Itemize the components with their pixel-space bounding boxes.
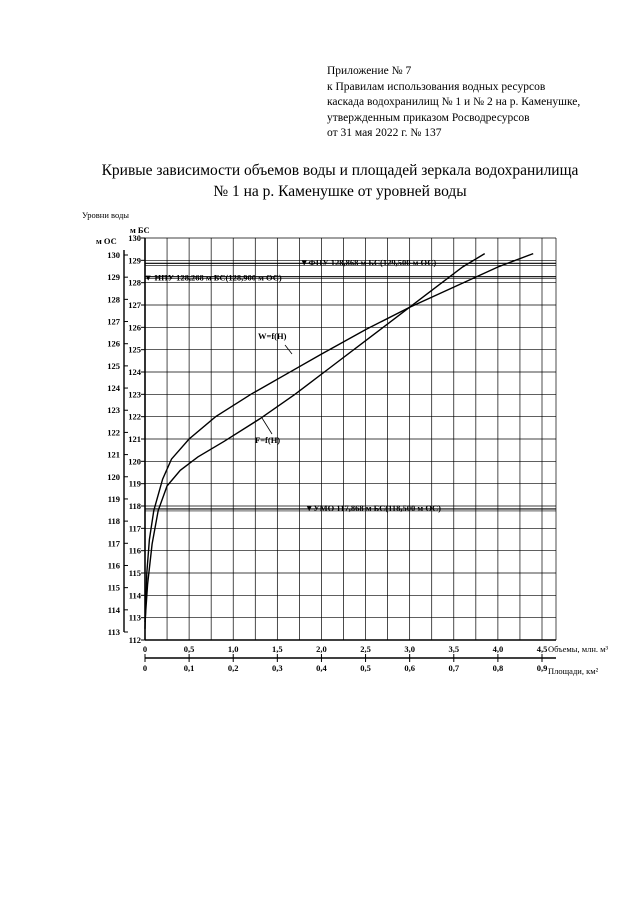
y-tick-label-os: 116: [107, 560, 120, 571]
x-tick-label-volume: 3,5: [448, 644, 460, 654]
y-tick-label-bs: 123: [128, 389, 141, 400]
x-tick-label-area: 0,1: [183, 663, 195, 673]
appendix-line: утвержденным приказом Росводресурсов: [327, 111, 530, 124]
x-tick-label-volume: 4,5: [536, 644, 548, 654]
x-tick-label-area: 0,8: [492, 663, 504, 673]
y-tick-label-bs: 113: [128, 612, 141, 623]
y-axis-label: Уровни воды: [82, 210, 130, 220]
series-line: [145, 254, 485, 622]
x-tick-label-area: 0,7: [448, 663, 460, 673]
x-tick-label-area: 0,5: [360, 663, 371, 673]
y-tick-label-bs: 114: [128, 590, 141, 601]
chart-title-line: Кривые зависимости объемов воды и площадей зеркала водохранилища: [101, 162, 579, 179]
y-tick-label-os: 122: [107, 427, 120, 438]
x-tick-label-area: 0,3: [272, 663, 283, 673]
y-tick-label-os: 130: [107, 250, 120, 260]
y-tick-label-os: 121: [107, 449, 120, 460]
y-tick-label-bs: 122: [128, 411, 141, 422]
y-tick-label-os: 113: [107, 627, 120, 637]
series-line: [145, 254, 533, 629]
y-tick-label-bs: 115: [128, 568, 141, 578]
series-label-pointer: [262, 418, 272, 434]
x-axis-label-volume: Объемы, млн. м³: [548, 644, 609, 654]
chart-grid: [145, 238, 556, 640]
x-tick-label-area: 0,9: [536, 663, 548, 673]
y-tick-label-os: 114: [107, 604, 120, 615]
chart-title-line: № 1 на р. Каменушке от уровней воды: [213, 183, 467, 200]
y-tick-label-bs: 125: [128, 344, 141, 355]
y-unit-os: м ОС: [96, 236, 117, 246]
x-tick-label-volume: 2,5: [360, 644, 371, 654]
y-tick-label-bs: 112: [128, 635, 141, 645]
x-tick-label-volume: 0: [142, 644, 148, 654]
y-tick-label-bs: 127: [128, 300, 141, 310]
y-tick-label-os: 129: [107, 272, 120, 283]
y-tick-label-bs: 116: [128, 545, 141, 556]
y-tick-label-bs: 118: [128, 501, 141, 511]
x-tick-label-volume: 0,5: [183, 644, 195, 654]
level-label: ▼ФПУ 128,868 м БС(129,500 м ОС): [300, 257, 437, 268]
x-tick-label-volume: 1,5: [272, 644, 283, 654]
y-unit-bs: м БС: [130, 225, 150, 235]
y-tick-label-bs: 119: [128, 478, 141, 489]
x-tick-label-volume: 2,0: [316, 644, 327, 654]
y-tick-label-os: 128: [107, 294, 120, 305]
level-label: ▼УМО 117,868 м БС(118,500 м ОС): [305, 502, 442, 513]
x-tick-label-volume: 4,0: [492, 644, 504, 654]
y-tick-label-bs: 121: [128, 434, 141, 444]
y-tick-label-bs: 120: [128, 456, 141, 467]
y-tick-label-os: 126: [107, 338, 120, 349]
y-tick-label-os: 115: [107, 582, 120, 593]
y-tick-label-bs: 129: [128, 255, 141, 266]
y-tick-label-os: 120: [107, 471, 120, 482]
chart-series: [145, 254, 533, 629]
y-tick-label-bs: 128: [128, 277, 141, 288]
series-label: W=f(H): [258, 331, 287, 341]
appendix-line: к Правилам использования водных ресурсов: [327, 80, 546, 93]
appendix-line: каскада водохранилищ № 1 и № 2 на р. Каменушке,: [327, 96, 581, 109]
chart-labels: [82, 210, 609, 676]
level-label: ▼ НПУ 128,268 м БС(128,900 м ОС): [144, 272, 282, 283]
y-tick-label-bs: 126: [128, 322, 141, 333]
x-tick-label-area: 0,6: [404, 663, 415, 673]
x-tick-label-volume: 1,0: [227, 644, 239, 654]
y-tick-label-os: 118: [107, 516, 120, 527]
y-tick-label-os: 123: [107, 405, 120, 416]
y-tick-label-os: 124: [107, 383, 120, 394]
x-axis-label-area: Площади, км²: [548, 666, 599, 676]
y-tick-label-bs: 124: [128, 367, 141, 377]
y-tick-label-os: 125: [107, 360, 120, 371]
x-tick-label-volume: 3,0: [404, 644, 415, 654]
x-tick-label-area: 0,2: [227, 663, 239, 673]
level-lines: [145, 263, 556, 511]
y-tick-label-bs: 130: [128, 233, 141, 243]
x-tick-label-area: 0: [142, 663, 148, 673]
appendix-line: от 31 мая 2022 г. № 137: [327, 127, 442, 140]
series-label: F=f(H): [255, 435, 281, 445]
y-tick-label-os: 119: [107, 493, 120, 504]
y-tick-label-os: 117: [107, 538, 120, 549]
x-tick-label-area: 0,4: [316, 663, 327, 673]
y-tick-label-os: 127: [107, 316, 120, 327]
appendix-line: Приложение № 7: [327, 65, 412, 77]
y-tick-label-bs: 117: [128, 523, 141, 534]
